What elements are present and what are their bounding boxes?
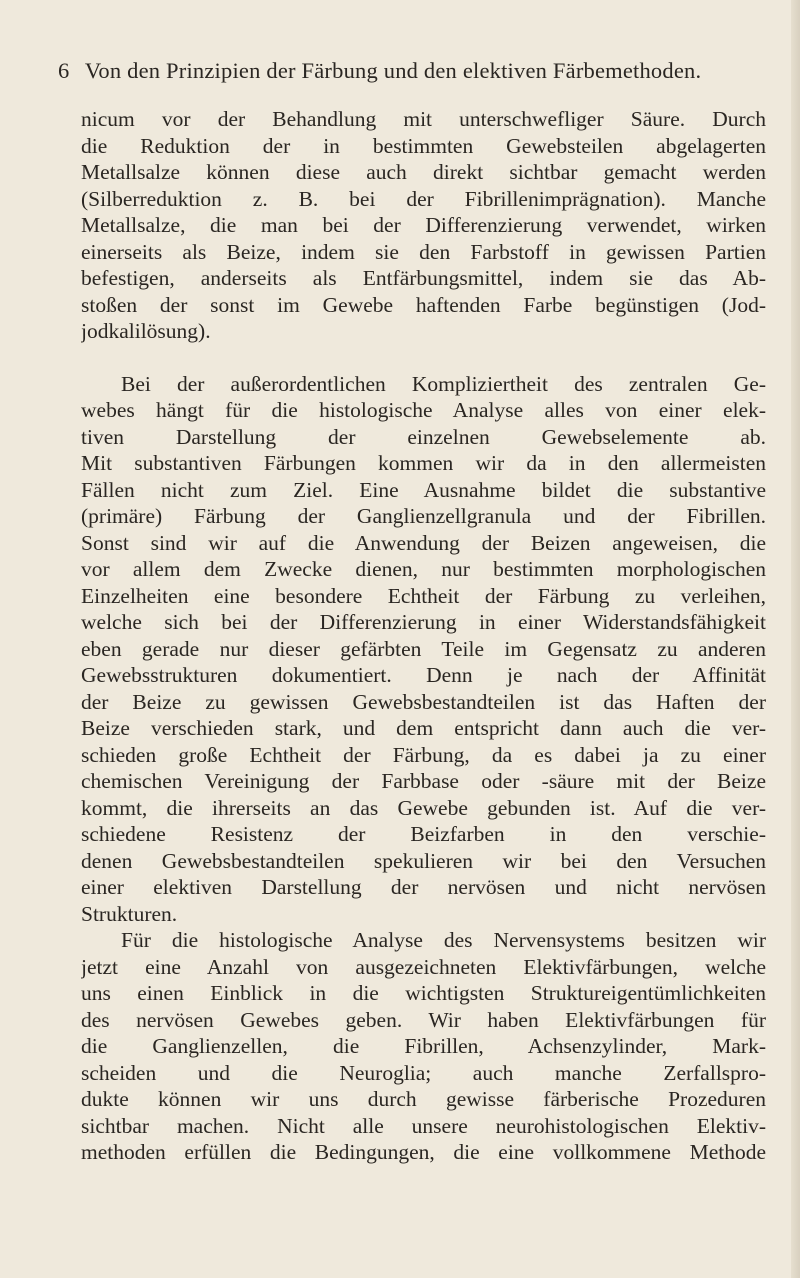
text-line: die Reduktion der in bestimmten Gewebsteilen abgelagerten [81,133,766,158]
text-line: einer elektiven Darstellung der nervösen und nicht nervösen [81,875,766,899]
text-line: Sonst sind wir auf die Anwendung der Beizen angeweisen, die [81,530,766,555]
text-line: denen Gewebsbestandteilen spekulieren wir bei den Versuchen [81,848,766,873]
text-line: sichtbar machen. Nicht alle unsere neurohistologischen Elektiv- [81,1113,766,1138]
text-line: (Silberreduktion z. B. bei der Fibrillenimprägnation). Manche [81,186,766,211]
text-line: der Beize zu gewissen Gewebsbestandteilen ist das Haften der [81,689,766,714]
running-header [58,58,758,84]
text-line: scheiden und die Neuroglia; auch manche Zerfallspro- [81,1060,766,1085]
text-line: Gewebsstrukturen dokumentiert. Denn je nach der Affinität [81,663,766,687]
text-line: befestigen, anderseits als Entfärbungsmittel, indem sie das Ab- [81,266,766,290]
text-line: einerseits als Beize, indem sie den Farbstoff in gewissen Partien [81,239,766,264]
text-line: des nervösen Gewebes geben. Wir haben Elektivfärbungen für [81,1007,766,1032]
text-line: Metallsalze, die man bei der Differenzierung verwendet, wirken [81,213,766,237]
text-line: schiedene Resistenz der Beizfarben in den verschie- [81,822,766,846]
running-title: Von den Prinzipien der Färbung und den elektiven Färbemethoden. [84,58,702,83]
text-line: jodkalilösung). [81,319,211,343]
text-line: kommt, die ihrerseits an das Gewebe gebunden ist. Auf die ver- [81,795,766,820]
text-line: stoßen der sonst im Gewebe haftenden Farbe begünstigen (Jod- [81,292,766,317]
page-edge [791,0,800,1278]
text-line: methoden erfüllen die Bedingungen, die eine vollkommene Methode [81,1140,766,1164]
text-line: chemischen Vereinigung der Farbbase oder -säure mit der Beize [81,769,766,793]
text-line: Für die histologische Analyse des Nervensystems besitzen wir [121,928,766,952]
text-line: Mit substantiven Färbungen kommen wir da in den allermeisten [81,451,766,475]
text-line: schieden große Echtheit der Färbung, da es dabei ja zu einer [81,742,766,767]
body-text [81,106,766,1166]
text-line: Einzelheiten eine besondere Echtheit der Färbung zu verleihen, [81,583,766,608]
text-line: tiven Darstellung der einzelnen Gewebselemente ab. [81,424,766,449]
text-line: eben gerade nur dieser gefärbten Teile im Gegensatz zu anderen [81,636,766,661]
text-line: (primäre) Färbung der Ganglienzellgranula und der Fibrillen. [81,504,766,528]
text-line: Fällen nicht zum Ziel. Eine Ausnahme bildet die substantive [81,477,766,502]
page-number: 6 [58,58,70,83]
paragraph [81,927,766,1166]
text-line: die Ganglienzellen, die Fibrillen, Achsenzylinder, Mark- [81,1034,766,1058]
text-line: Beize verschieden stark, und dem entspricht dann auch die ver- [81,716,766,740]
text-line: uns einen Einblick in die wichtigsten Struktureigentümlichkeiten [81,981,766,1005]
paragraph [81,106,766,345]
text-line: dukte können wir uns durch gewisse färberische Prozeduren [81,1087,766,1111]
text-line: jetzt eine Anzahl von ausgezeichneten Elektivfärbungen, welche [81,954,766,979]
paragraph-gap [81,345,766,371]
text-line: nicum vor der Behandlung mit unterschwefliger Säure. Durch [81,107,766,131]
paragraph [81,371,766,928]
text-line: Bei der außerordentlichen Kompliziertheit des zentralen Ge- [121,371,766,396]
text-line: webes hängt für die histologische Analyse alles von einer elek- [81,398,766,422]
text-line: vor allem dem Zwecke dienen, nur bestimmten morphologischen [81,557,766,581]
text-line: Metallsalze können diese auch direkt sichtbar gemacht werden [81,160,766,184]
text-line: Strukturen. [81,901,178,926]
text-line: welche sich bei der Differenzierung in einer Widerstandsfähigkeit [81,610,766,634]
